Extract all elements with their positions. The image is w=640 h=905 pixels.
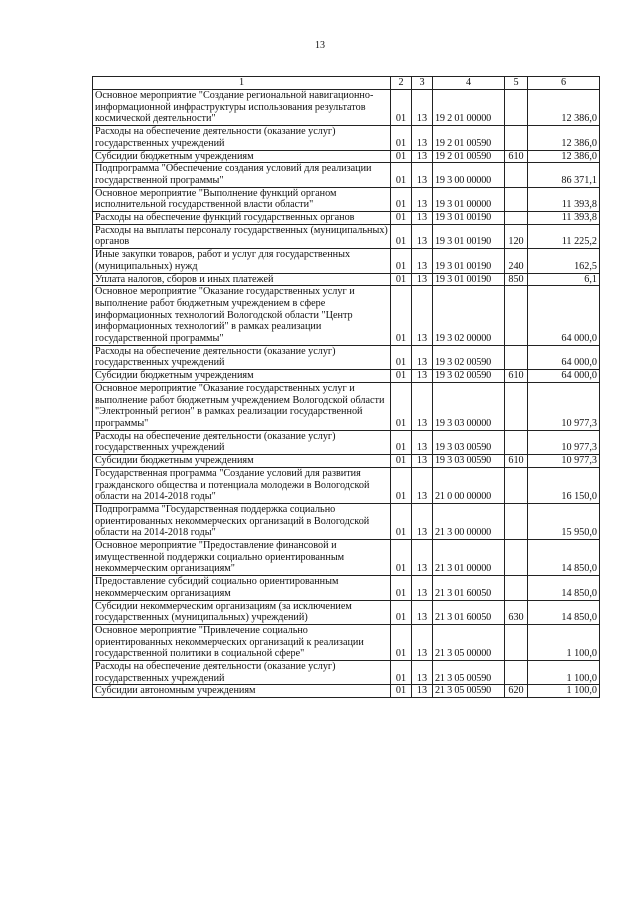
table-row	[93, 624, 600, 660]
row-section: 01	[391, 249, 412, 273]
row-description: Основное мероприятие "Оказание государственных услуг и выполнение работ бюджетным учреждением в сфере информационных технологий Вологодской области "Центр информационных технологий" в рамках реализации государственной программы"	[93, 286, 391, 346]
row-subsection: 13	[412, 685, 433, 698]
table-row	[93, 187, 600, 211]
row-subsection: 13	[412, 467, 433, 503]
row-target-code: 19 2 01 00000	[433, 90, 505, 126]
row-section: 01	[391, 345, 412, 369]
row-subsection: 13	[412, 540, 433, 576]
row-target-code: 19 3 01 00190	[433, 249, 505, 273]
row-expense-type	[505, 126, 528, 150]
row-subsection: 13	[412, 661, 433, 685]
budget-table	[92, 76, 600, 698]
row-expense-type	[505, 345, 528, 369]
row-amount: 14 850,0	[528, 576, 600, 600]
row-subsection: 13	[412, 212, 433, 225]
row-expense-type: 620	[505, 685, 528, 698]
row-amount: 1 100,0	[528, 685, 600, 698]
row-subsection: 13	[412, 503, 433, 539]
table-row	[93, 273, 600, 286]
row-amount: 6,1	[528, 273, 600, 286]
row-expense-type	[505, 540, 528, 576]
row-expense-type	[505, 382, 528, 430]
row-description: Субсидии автономным учреждениям	[93, 685, 391, 698]
table-row	[93, 685, 600, 698]
row-expense-type	[505, 212, 528, 225]
row-target-code: 19 2 01 00590	[433, 126, 505, 150]
row-subsection: 13	[412, 187, 433, 211]
row-description: Основное мероприятие "Оказание государственных услуг и выполнение работ бюджетным учреждением Вологодской области "Электронный регион" в рамках реализации государственной программы"	[93, 382, 391, 430]
row-description: Расходы на выплаты персоналу государственных (муниципальных) органов	[93, 224, 391, 248]
row-description: Подпрограмма "Обеспечение создания условий для реализации государственной программы"	[93, 163, 391, 187]
row-amount: 10 977,3	[528, 382, 600, 430]
row-section: 01	[391, 273, 412, 286]
row-target-code: 19 3 02 00590	[433, 345, 505, 369]
table-row	[93, 249, 600, 273]
row-description: Расходы на обеспечение деятельности (оказание услуг) государственных учреждений	[93, 126, 391, 150]
row-target-code: 19 3 03 00590	[433, 455, 505, 468]
row-description: Расходы на обеспечение деятельности (оказание услуг) государственных учреждений	[93, 661, 391, 685]
row-section: 01	[391, 370, 412, 383]
row-subsection: 13	[412, 576, 433, 600]
column-header: 6	[528, 77, 600, 90]
row-subsection: 13	[412, 455, 433, 468]
table-row	[93, 150, 600, 163]
row-description: Уплата налогов, сборов и иных платежей	[93, 273, 391, 286]
row-target-code: 19 3 01 00190	[433, 273, 505, 286]
table-row	[93, 126, 600, 150]
row-target-code: 19 3 01 00000	[433, 187, 505, 211]
row-section: 01	[391, 126, 412, 150]
row-description: Основное мероприятие "Выполнение функций органом исполнительной государственной власти области"	[93, 187, 391, 211]
row-target-code: 21 3 01 60050	[433, 576, 505, 600]
row-description: Субсидии бюджетным учреждениям	[93, 370, 391, 383]
row-target-code: 19 3 03 00590	[433, 430, 505, 454]
table-row	[93, 430, 600, 454]
row-section: 01	[391, 286, 412, 346]
row-amount: 15 950,0	[528, 503, 600, 539]
row-expense-type	[505, 661, 528, 685]
row-expense-type: 240	[505, 249, 528, 273]
row-section: 01	[391, 150, 412, 163]
row-subsection: 13	[412, 382, 433, 430]
row-amount: 14 850,0	[528, 600, 600, 624]
row-target-code: 19 3 02 00000	[433, 286, 505, 346]
column-header: 2	[391, 77, 412, 90]
table-row	[93, 455, 600, 468]
table-row	[93, 661, 600, 685]
row-amount: 14 850,0	[528, 540, 600, 576]
row-amount: 11 225,2	[528, 224, 600, 248]
row-target-code: 21 3 00 00000	[433, 503, 505, 539]
row-subsection: 13	[412, 150, 433, 163]
row-amount: 16 150,0	[528, 467, 600, 503]
table-row	[93, 212, 600, 225]
row-expense-type: 610	[505, 150, 528, 163]
row-description: Расходы на обеспечение функций государственных органов	[93, 212, 391, 225]
row-section: 01	[391, 503, 412, 539]
row-amount: 86 371,1	[528, 163, 600, 187]
row-section: 01	[391, 382, 412, 430]
row-description: Предоставление субсидий социально ориентированным некоммерческим организациям	[93, 576, 391, 600]
row-amount: 1 100,0	[528, 624, 600, 660]
row-subsection: 13	[412, 370, 433, 383]
row-description: Субсидии бюджетным учреждениям	[93, 455, 391, 468]
row-target-code: 21 3 01 60050	[433, 600, 505, 624]
row-amount: 12 386,0	[528, 126, 600, 150]
row-amount: 1 100,0	[528, 661, 600, 685]
column-header: 5	[505, 77, 528, 90]
row-target-code: 19 3 01 00190	[433, 224, 505, 248]
row-section: 01	[391, 600, 412, 624]
row-description: Основное мероприятие "Создание региональной навигационно-информационной инфраструктуры использования результатов космической деятельности"	[93, 90, 391, 126]
row-target-code: 19 2 01 00590	[433, 150, 505, 163]
row-target-code: 21 3 05 00000	[433, 624, 505, 660]
row-description: Расходы на обеспечение деятельности (оказание услуг) государственных учреждений	[93, 430, 391, 454]
row-expense-type	[505, 163, 528, 187]
table-header-row	[93, 77, 600, 90]
row-subsection: 13	[412, 345, 433, 369]
row-description: Иные закупки товаров, работ и услуг для государственных (муниципальных) нужд	[93, 249, 391, 273]
table-row	[93, 286, 600, 346]
row-amount: 162,5	[528, 249, 600, 273]
row-target-code: 21 3 05 00590	[433, 661, 505, 685]
row-target-code: 21 3 01 00000	[433, 540, 505, 576]
row-target-code: 21 3 05 00590	[433, 685, 505, 698]
table-row	[93, 540, 600, 576]
row-section: 01	[391, 624, 412, 660]
row-expense-type: 120	[505, 224, 528, 248]
row-section: 01	[391, 540, 412, 576]
table-row	[93, 503, 600, 539]
column-header: 4	[433, 77, 505, 90]
row-section: 01	[391, 455, 412, 468]
column-header: 1	[93, 77, 391, 90]
row-section: 01	[391, 90, 412, 126]
row-section: 01	[391, 430, 412, 454]
row-description: Основное мероприятие "Привлечение социально ориентированных некоммерческих организаций к реализации государственной политики в социальной сфере"	[93, 624, 391, 660]
row-expense-type	[505, 187, 528, 211]
row-expense-type: 630	[505, 600, 528, 624]
row-amount: 10 977,3	[528, 455, 600, 468]
row-expense-type	[505, 286, 528, 346]
row-section: 01	[391, 224, 412, 248]
row-subsection: 13	[412, 249, 433, 273]
row-target-code: 19 3 02 00590	[433, 370, 505, 383]
row-section: 01	[391, 163, 412, 187]
column-header: 3	[412, 77, 433, 90]
row-subsection: 13	[412, 224, 433, 248]
row-amount: 11 393,8	[528, 212, 600, 225]
page-number: 13	[315, 40, 325, 51]
row-subsection: 13	[412, 90, 433, 126]
row-expense-type: 610	[505, 455, 528, 468]
row-target-code: 19 3 03 00000	[433, 382, 505, 430]
row-expense-type	[505, 576, 528, 600]
table-row	[93, 90, 600, 126]
row-description: Субсидии некоммерческим организациям (за исключением государственных (муниципальных) учреждений)	[93, 600, 391, 624]
row-expense-type	[505, 430, 528, 454]
row-expense-type	[505, 467, 528, 503]
row-description: Основное мероприятие "Предоставление финансовой и имущественной поддержки социально ориентированным некоммерческим организациям"	[93, 540, 391, 576]
row-target-code: 21 0 00 00000	[433, 467, 505, 503]
row-subsection: 13	[412, 600, 433, 624]
row-amount: 64 000,0	[528, 370, 600, 383]
row-section: 01	[391, 212, 412, 225]
row-amount: 10 977,3	[528, 430, 600, 454]
row-section: 01	[391, 661, 412, 685]
row-amount: 11 393,8	[528, 187, 600, 211]
row-expense-type: 850	[505, 273, 528, 286]
row-target-code: 19 3 01 00190	[433, 212, 505, 225]
table-body	[93, 90, 600, 698]
row-description: Государственная программа "Создание условий для развития гражданского общества и потенциала молодежи в Вологодской области на 2014-2018 годы"	[93, 467, 391, 503]
row-section: 01	[391, 576, 412, 600]
row-expense-type: 610	[505, 370, 528, 383]
table-row	[93, 467, 600, 503]
row-description: Субсидии бюджетным учреждениям	[93, 150, 391, 163]
table-row	[93, 382, 600, 430]
row-subsection: 13	[412, 273, 433, 286]
row-expense-type	[505, 90, 528, 126]
table-row	[93, 224, 600, 248]
table-row	[93, 345, 600, 369]
row-amount: 64 000,0	[528, 286, 600, 346]
row-description: Подпрограмма "Государственная поддержка социально ориентированных некоммерческих организаций в Вологодской области на 2014-2018 годы"	[93, 503, 391, 539]
row-amount: 12 386,0	[528, 150, 600, 163]
row-subsection: 13	[412, 624, 433, 660]
row-subsection: 13	[412, 163, 433, 187]
row-description: Расходы на обеспечение деятельности (оказание услуг) государственных учреждений	[93, 345, 391, 369]
row-section: 01	[391, 467, 412, 503]
row-expense-type	[505, 624, 528, 660]
table-row	[93, 600, 600, 624]
row-subsection: 13	[412, 430, 433, 454]
row-expense-type	[505, 503, 528, 539]
row-amount: 64 000,0	[528, 345, 600, 369]
row-target-code: 19 3 00 00000	[433, 163, 505, 187]
table-row	[93, 163, 600, 187]
table-row	[93, 370, 600, 383]
row-subsection: 13	[412, 286, 433, 346]
row-section: 01	[391, 685, 412, 698]
row-section: 01	[391, 187, 412, 211]
row-amount: 12 386,0	[528, 90, 600, 126]
table-row	[93, 576, 600, 600]
row-subsection: 13	[412, 126, 433, 150]
